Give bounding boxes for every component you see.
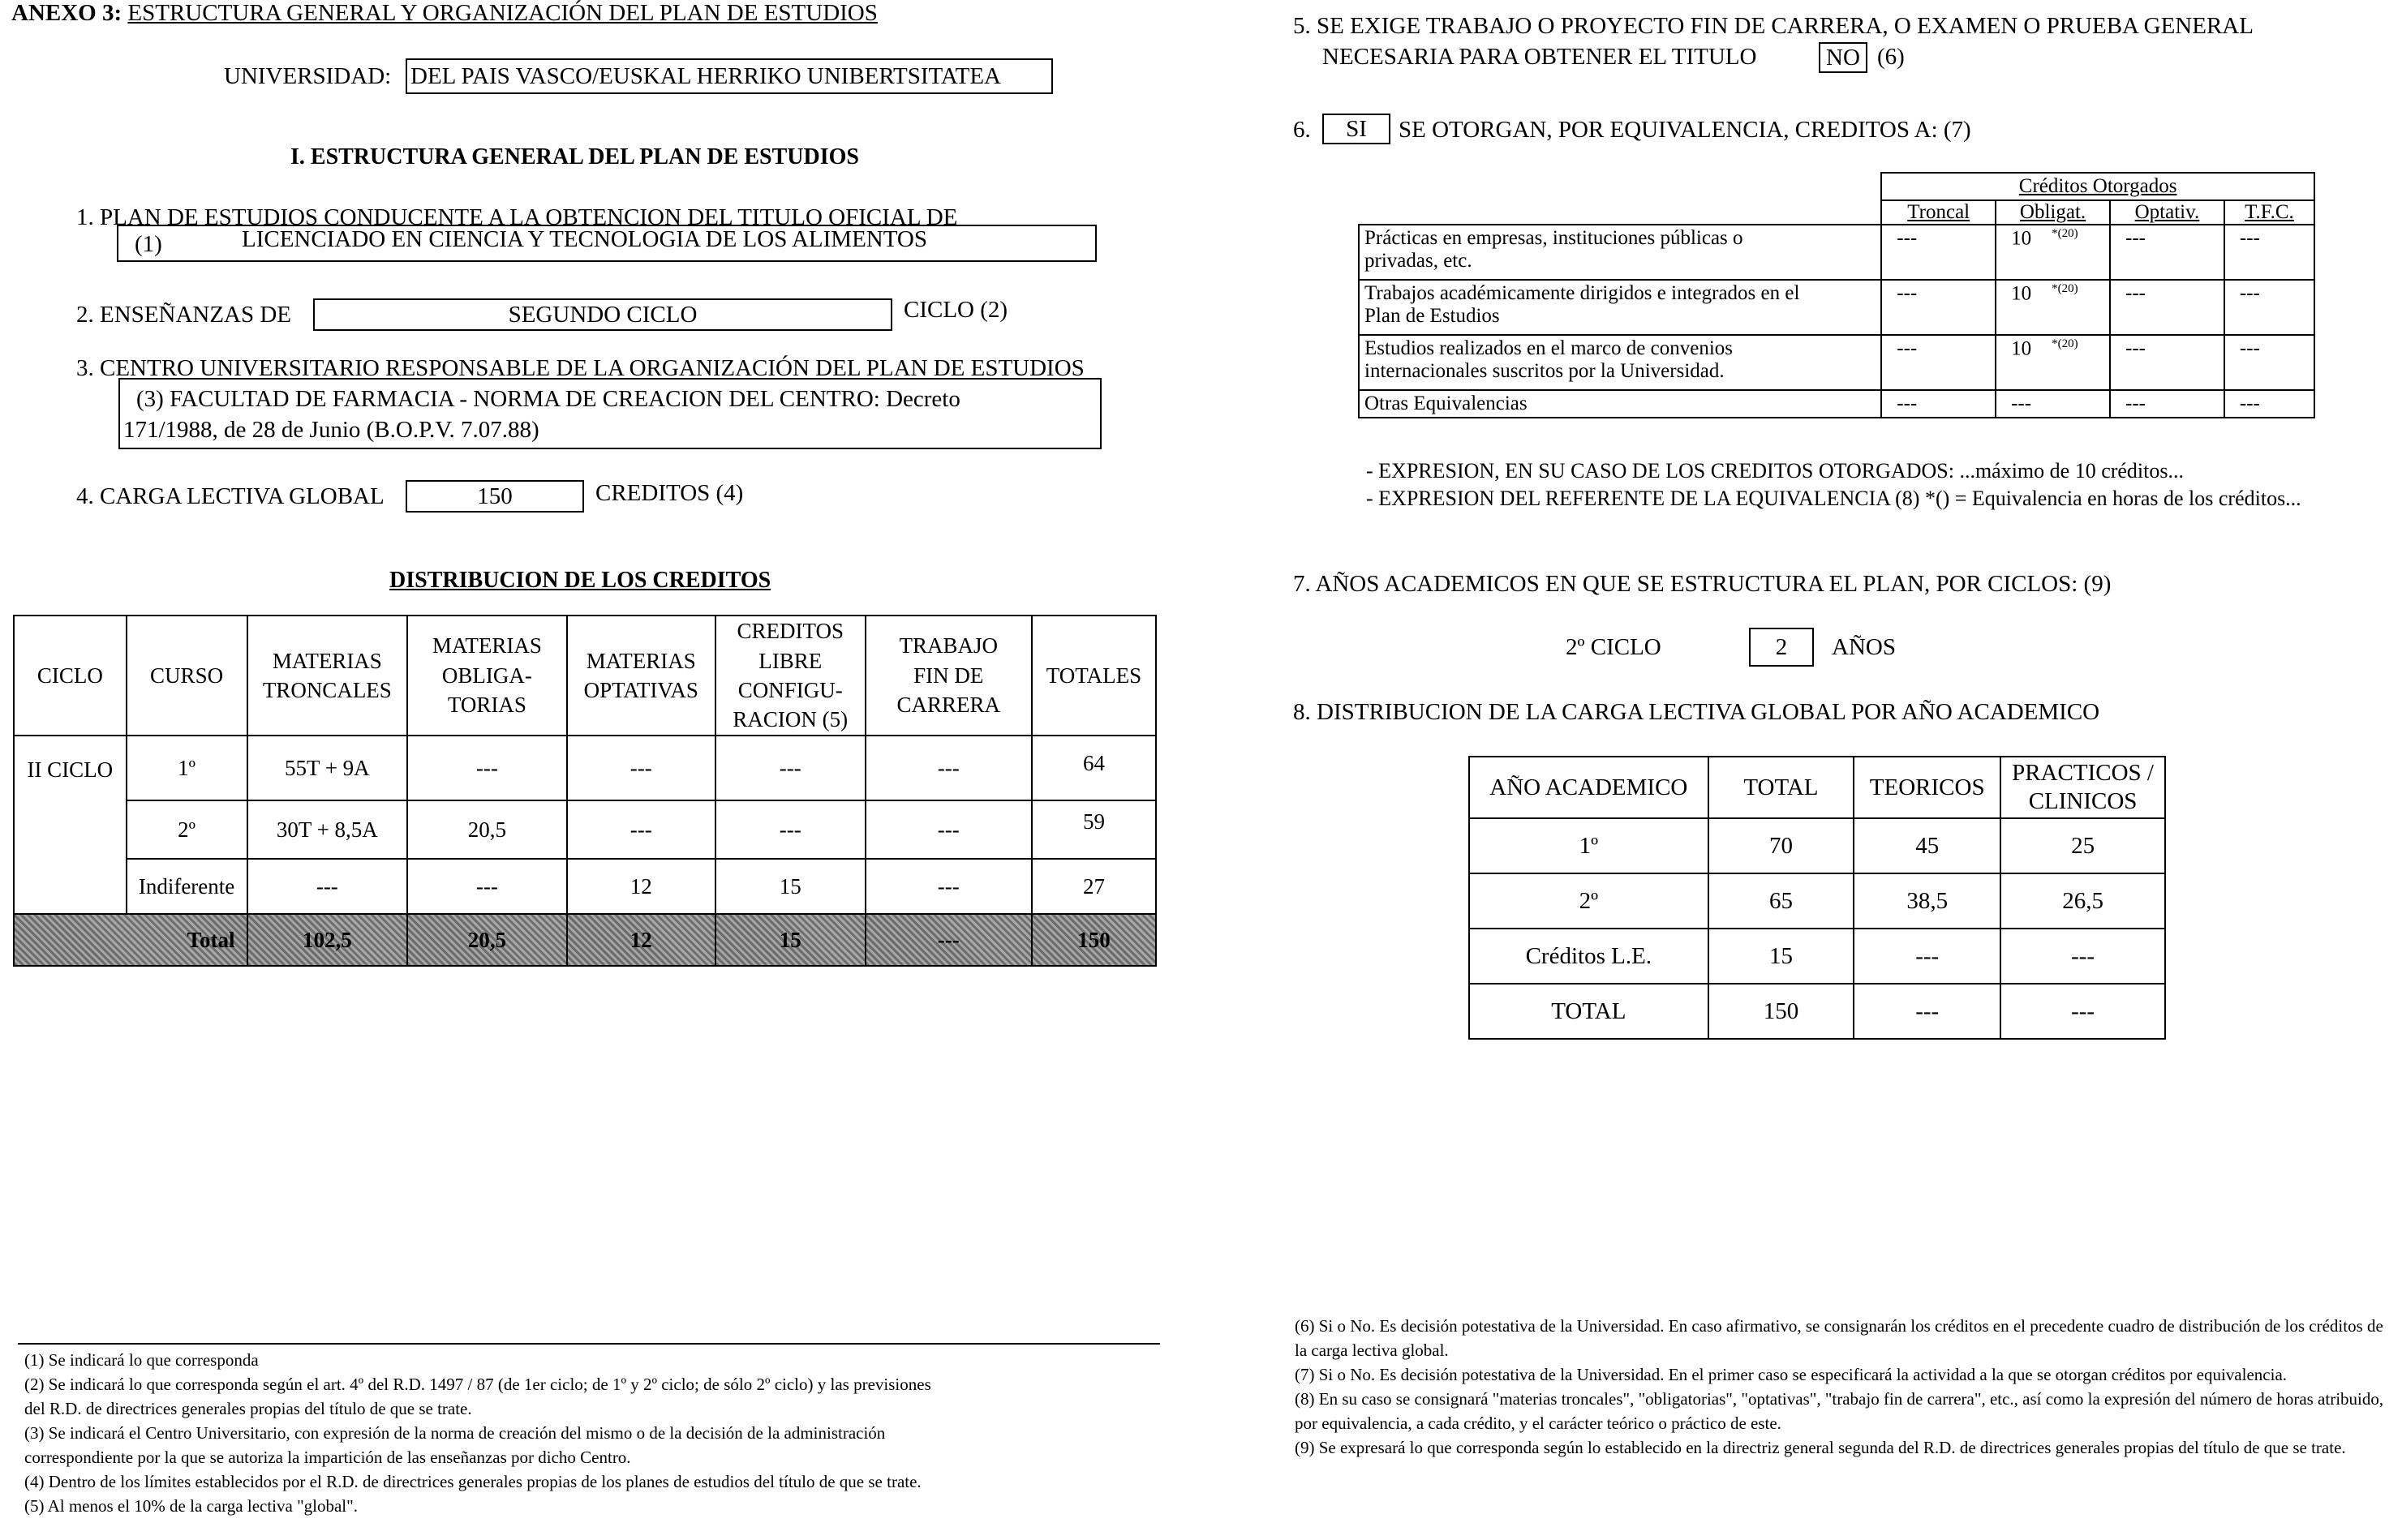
carga-teoricos: --- [1854, 929, 2000, 984]
table-row [14, 800, 1156, 859]
distribucion-table [13, 615, 1157, 967]
eq-optativ: --- [2110, 390, 2224, 418]
optativas-cell: 12 [567, 859, 715, 914]
carga-year: TOTAL [1469, 984, 1708, 1039]
eq-obligat-value: 10 [2011, 227, 2032, 250]
item4-field: 150 [406, 480, 584, 513]
troncales-cell: --- [247, 859, 408, 914]
table-row [1359, 390, 2314, 418]
total-row [14, 914, 1156, 966]
section5-value: NO [1819, 42, 1867, 73]
annex-label: ANEXO 3: [11, 0, 122, 26]
university-label: UNIVERSIDAD: [224, 63, 392, 89]
col-obligatorias: MATERIAS OBLIGA- TORIAS [407, 616, 567, 736]
troncales-cell: 55T + 9A [247, 736, 408, 800]
table-row [14, 736, 1156, 800]
eq-label-line2: internacionales suscritos por la Universidad. [1364, 360, 1725, 382]
item1-label: 1. PLAN DE ESTUDIOS CONDUCENTE A LA OBTENCION DEL TITULO OFICIAL DE [76, 204, 958, 230]
distribucion-header-row [14, 616, 1156, 736]
eq-col-tfc: T.F.C. [2224, 200, 2314, 225]
libre-cell: 15 [715, 859, 866, 914]
footnote-2: (2) Se indicará lo que corresponda según el art. 4º del R.D. 1497 / 87 (de 1er ciclo; de 1º y 2º ciclo; de sólo 2º ciclo) y las previsiones [24, 1375, 931, 1394]
col-optativas: MATERIAS OPTATIVAS [567, 616, 715, 736]
eq-troncal: --- [1881, 390, 1996, 418]
eq-label-line1: Estudios realizados en el marco de convenios [1364, 337, 1734, 359]
eq-blank [1359, 173, 1881, 200]
item1-value: LICENCIADO EN CIENCIA Y TECNOLOGIA DE LOS ALIMENTOS [242, 226, 927, 252]
eq-label [1359, 280, 1881, 335]
section6-text: SE OTORGAN, POR EQUIVALENCIA, CREDITOS A: (7) [1399, 117, 1971, 143]
eq-optativ: --- [2110, 280, 2224, 335]
carga-total: 65 [1708, 873, 1854, 929]
carga-year: Créditos L.E. [1469, 929, 1708, 984]
item2-field: SEGUNDO CICLO [313, 298, 892, 331]
footnote-3: (3) Se indicará el Centro Universitario, con expresión de la norma de creación del mismo o de la decisión de la administración [24, 1423, 886, 1443]
carga-teoricos: --- [1854, 984, 2000, 1039]
carga-teoricos: 45 [1854, 818, 2000, 873]
eq-obligat-value: 10 [2011, 337, 2032, 360]
eq-tfc: --- [2224, 225, 2314, 280]
annex-heading: ESTRUCTURA GENERAL Y ORGANIZACIÓN DEL PLAN DE ESTUDIOS [127, 0, 878, 26]
total-totales: 150 [1032, 914, 1156, 966]
total-libre: 15 [715, 914, 866, 966]
section6-value: SI [1322, 114, 1390, 144]
eq-troncal: --- [1881, 335, 1996, 390]
expresion-2: - EXPRESION DEL REFERENTE DE LA EQUIVALENCIA (8) *() = Equivalencia en horas de los créditos... [1366, 487, 2301, 510]
item2-label: 2. ENSEÑANZAS DE [76, 302, 292, 328]
university-field: DEL PAIS VASCO/EUSKAL HERRIKO UNIBERTSITATEA [406, 58, 1053, 94]
item3-label: 3. CENTRO UNIVERSITARIO RESPONSABLE DE LA ORGANIZACIÓN DEL PLAN DE ESTUDIOS [76, 355, 1085, 381]
eq-mark: *(20) [2052, 282, 2078, 295]
carga-table [1468, 756, 2166, 1040]
equivalencia-table [1358, 172, 2315, 418]
optativas-cell: --- [567, 800, 715, 859]
carga-total: 15 [1708, 929, 1854, 984]
footnote-6: (6) Si o No. Es decisión potestativa de la Universidad. En caso afirmativo, se consignarán los créditos en el precedente cuadro de distribución de los créditos de la carga lectiva global. [1295, 1316, 2383, 1360]
curso-cell: Indiferente [127, 859, 247, 914]
section5-line2: NECESARIA PARA OBTENER EL TITULO [1322, 44, 1757, 70]
table-row [1359, 280, 2314, 335]
curso-cell: 1º [127, 736, 247, 800]
eq-col-troncal: Troncal [1881, 200, 1996, 225]
carga-total: 70 [1708, 818, 1854, 873]
col-ciclo: CICLO [14, 616, 127, 736]
carga-year: 1º [1469, 818, 1708, 873]
section5-ref: (6) [1877, 44, 1905, 70]
carga-col-year: AÑO ACADEMICO [1469, 757, 1708, 818]
eq-label [1359, 335, 1881, 390]
total-trabajo: --- [866, 914, 1032, 966]
trabajo-cell: --- [866, 736, 1032, 800]
footnote-2b: del R.D. de directrices generales propias del título de que se trate. [24, 1399, 472, 1418]
eq-label [1359, 225, 1881, 280]
section7-suffix: AÑOS [1832, 634, 1896, 660]
item4-suffix: CREDITOS (4) [595, 480, 744, 506]
item1-ref: (1) [135, 231, 162, 257]
section6-num: 6. [1293, 117, 1311, 143]
eq-blank [1359, 200, 1881, 225]
libre-cell: --- [715, 736, 866, 800]
eq-label: Otras Equivalencias [1359, 390, 1881, 418]
carga-practicos: 25 [2000, 818, 2165, 873]
eq-label-line1: Trabajos académicamente dirigidos e integrados en el [1364, 282, 1800, 304]
eq-obligat [1996, 335, 2110, 390]
carga-col-teoricos: TEORICOS [1854, 757, 2000, 818]
section7-ciclo: 2º CICLO [1566, 634, 1661, 660]
totales-cell: 27 [1032, 859, 1156, 914]
item3-line2: 171/1988, de 28 de Junio (B.O.P.V. 7.07.88) [123, 417, 539, 443]
eq-col-optativ: Optativ. [2110, 200, 2224, 225]
total-optativas: 12 [567, 914, 715, 966]
col-curso: CURSO [127, 616, 247, 736]
table-row [1359, 335, 2314, 390]
footnote-7: (7) Si o No. Es decisión potestativa de la Universidad. En el primer caso se especificará la actividad a la que se otorgan créditos por equivalencia. [1295, 1365, 2288, 1384]
trabajo-cell: --- [866, 859, 1032, 914]
eq-obligat [1996, 225, 2110, 280]
section7-value: 2 [1749, 628, 1814, 667]
table-row [1469, 873, 2165, 929]
ciclo-cell: II CICLO [14, 736, 127, 914]
carga-total: 150 [1708, 984, 1854, 1039]
footnote-8: (8) En su caso se consignará "materias troncales", "obligatorias", "optativas", "trabajo fin de carrera", etc., así como la expresión del número de horas atribuido, por equivalencia, a cada crédito, y el carácter teórico o práctico de este. [1295, 1389, 2384, 1433]
col-trabajo: TRABAJO FIN DE CARRERA [866, 616, 1032, 736]
troncales-cell: 30T + 8,5A [247, 800, 408, 859]
item2-suffix: CICLO (2) [904, 297, 1008, 323]
eq-col-row [1359, 200, 2314, 225]
table-row [14, 859, 1156, 914]
footnotes-right [1295, 1314, 2398, 1460]
eq-obligat [1996, 280, 2110, 335]
eq-group-header: Créditos Otorgados [1881, 173, 2314, 200]
eq-optativ: --- [2110, 335, 2224, 390]
expresion-1: - EXPRESION, EN SU CASO DE LOS CREDITOS OTORGADOS: ...máximo de 10 créditos... [1366, 459, 2184, 483]
eq-tfc: --- [2224, 335, 2314, 390]
trabajo-cell: --- [866, 800, 1032, 859]
total-label: Total [14, 914, 247, 966]
eq-tfc: --- [2224, 280, 2314, 335]
distribucion-title: DISTRIBUCION DE LOS CREDITOS [389, 568, 771, 593]
carga-year: 2º [1469, 873, 1708, 929]
table-row [1359, 225, 2314, 280]
eq-col-obligat: Obligat. [1996, 200, 2110, 225]
table-row [1469, 984, 2165, 1039]
obligatorias-cell: 20,5 [407, 800, 567, 859]
total-troncales: 102,5 [247, 914, 408, 966]
footnote-1: (1) Se indicará lo que corresponda [24, 1350, 259, 1370]
eq-tfc: --- [2224, 390, 2314, 418]
carga-practicos: --- [2000, 929, 2165, 984]
eq-obligat: --- [1996, 390, 2110, 418]
footnotes-left [24, 1348, 931, 1518]
footnote-4: (4) Dentro de los límites establecidos por el R.D. de directrices generales propias de los planes de estudios del título de que se trate. [24, 1472, 922, 1491]
item4-label: 4. CARGA LECTIVA GLOBAL [76, 483, 385, 509]
carga-col-practicos: PRACTICOS / CLINICOS [2000, 757, 2165, 818]
item3-field [118, 378, 1102, 449]
eq-troncal: --- [1881, 225, 1996, 280]
carga-teoricos: 38,5 [1854, 873, 2000, 929]
footnote-5: (5) Al menos el 10% de la carga lectiva "global". [24, 1496, 358, 1516]
total-obligatorias: 20,5 [407, 914, 567, 966]
footnote-9: (9) Se expresará lo que corresponda según lo establecido en la directriz general segunda del R.D. de directrices generales propias del título de que se trate. [1295, 1438, 2346, 1457]
carga-practicos: 26,5 [2000, 873, 2165, 929]
eq-label-line2: Plan de Estudios [1364, 305, 1500, 327]
obligatorias-cell: --- [407, 859, 567, 914]
footnote-divider [18, 1343, 1160, 1345]
col-troncales: MATERIAS TRONCALES [247, 616, 408, 736]
carga-practicos: --- [2000, 984, 2165, 1039]
eq-troncal: --- [1881, 280, 1996, 335]
eq-mark: *(20) [2052, 227, 2078, 240]
eq-label-line2: privadas, etc. [1364, 250, 1472, 272]
section8-heading: 8. DISTRIBUCION DE LA CARGA LECTIVA GLOBAL POR AÑO ACADEMICO [1293, 699, 2100, 725]
carga-header-row [1469, 757, 2165, 818]
section7-heading: 7. AÑOS ACADEMICOS EN QUE SE ESTRUCTURA EL PLAN, POR CICLOS: (9) [1293, 571, 2112, 597]
item1-field [117, 225, 1097, 262]
table-row [1469, 929, 2165, 984]
eq-label-line1: Prácticas en empresas, instituciones públicas o [1364, 227, 1743, 249]
table-row [1469, 818, 2165, 873]
carga-col-total: TOTAL [1708, 757, 1854, 818]
section1-heading: I. ESTRUCTURA GENERAL DEL PLAN DE ESTUDIOS [290, 144, 859, 169]
totales-cell: 64 [1032, 736, 1156, 800]
eq-obligat-value: 10 [2011, 282, 2032, 305]
optativas-cell: --- [567, 736, 715, 800]
col-totales: TOTALES [1032, 616, 1156, 736]
totales-cell: 59 [1032, 800, 1156, 859]
obligatorias-cell: --- [407, 736, 567, 800]
footnote-3b: correspondiente por la que se autoriza la impartición de las enseñanzas por dicho Centro. [24, 1448, 631, 1467]
item3-line1: (3) FACULTAD DE FARMACIA - NORMA DE CREACION DEL CENTRO: Decreto [136, 386, 960, 412]
col-libre: CREDITOS LIBRE CONFIGU- RACION (5) [715, 616, 866, 736]
section5-line1: 5. SE EXIGE TRABAJO O PROYECTO FIN DE CARRERA, O EXAMEN O PRUEBA GENERAL [1293, 13, 2254, 39]
eq-mark: *(20) [2052, 337, 2078, 350]
eq-optativ: --- [2110, 225, 2224, 280]
annex-title [11, 0, 878, 27]
curso-cell: 2º [127, 800, 247, 859]
libre-cell: --- [715, 800, 866, 859]
eq-group-row [1359, 173, 2314, 200]
